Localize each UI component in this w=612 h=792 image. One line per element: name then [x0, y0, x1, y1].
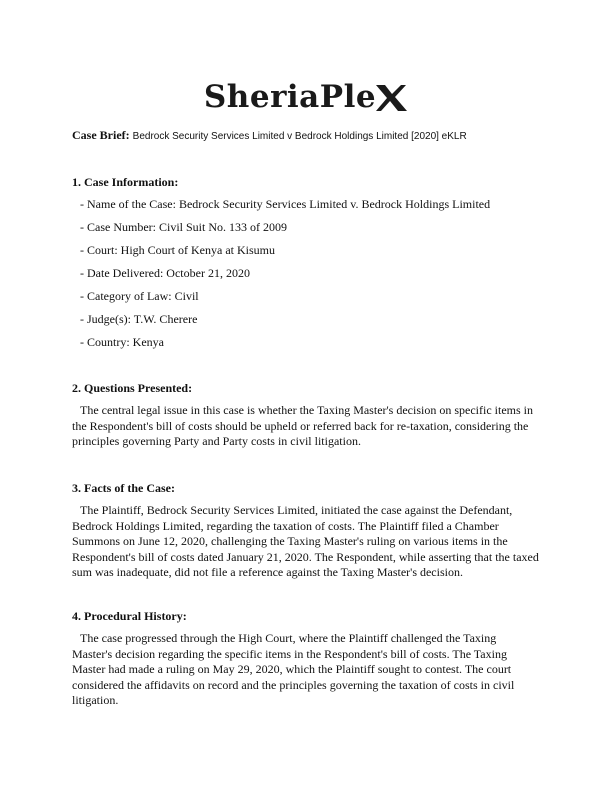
paragraph-line: Summons on June 12, 2020, challenging the Taxing Master's ruling on various items in the — [72, 534, 508, 548]
paragraph-line: The central legal issue in this case is whether the Taxing Master's decision on specific items in — [80, 403, 533, 417]
paragraph-line: litigation. — [72, 693, 119, 707]
case-info-item: - Name of the Case: Bedrock Security Services Limited v. Bedrock Holdings Limited — [80, 197, 491, 211]
section-heading-case-information: 1. Case Information: — [72, 175, 179, 189]
case-info-item: - Court: High Court of Kenya at Kisumu — [80, 243, 275, 257]
section-heading-procedural-history: 4. Procedural History: — [72, 609, 187, 623]
questions-presented-paragraph — [72, 403, 544, 450]
paragraph-line: Master's decision regarding the specific items in the Respondent's bill of costs. The Taxing — [72, 646, 507, 661]
case-info-item: - Judge(s): T.W. Cherere — [80, 312, 198, 326]
paragraph-line: the Respondent's bill of costs should be upheld or referred back for re-taxation, considering the — [72, 418, 529, 433]
logo-x-mark-icon — [374, 83, 408, 113]
section-heading-facts: 3. Facts of the Case: — [72, 481, 175, 495]
paragraph-line: Master had made a ruling on May 29, 2020, which the Plaintiff sought to contest. The court — [72, 662, 512, 676]
paragraph-line: considered the affidavits on record and the principles governing the taxation of costs in civil — [72, 677, 515, 692]
facts-paragraph — [72, 503, 544, 581]
case-info-item: - Date Delivered: October 21, 2020 — [80, 266, 250, 280]
case-info-item: - Case Number: Civil Suit No. 133 of 2009 — [80, 220, 287, 234]
paragraph-line: Respondent's bill of costs dated January 21, 2020. The Respondent, while asserting that the taxed — [72, 549, 539, 564]
paragraph-line: sum was inadequate, did not file a reference against the Taxing Master's decision. — [72, 565, 463, 579]
paragraph-line: Bedrock Holdings Limited, regarding the taxation of costs. The Plaintiff filed a Chamber — [72, 518, 499, 533]
paragraph-line: The case progressed through the High Court, where the Plaintiff challenged the Taxing — [80, 631, 497, 645]
case-info-item: - Country: Kenya — [80, 335, 164, 349]
case-brief-line — [72, 128, 467, 143]
logo-text: SheriaPle — [203, 79, 377, 115]
sheriaplex-logo — [0, 72, 612, 122]
case-brief-label: Case Brief: — [72, 128, 130, 142]
case-brief-title: Bedrock Security Services Limited v Bedrock Holdings Limited [2020] eKLR — [132, 131, 467, 142]
case-info-item: - Category of Law: Civil — [80, 289, 199, 303]
paragraph-line: principles governing Party and Party costs in civil litigation. — [72, 434, 361, 448]
paragraph-line: The Plaintiff, Bedrock Security Services Limited, initiated the case against the Defendant, — [80, 503, 513, 517]
section-heading-questions-presented: 2. Questions Presented: — [72, 381, 193, 395]
procedural-history-paragraph — [72, 631, 544, 709]
